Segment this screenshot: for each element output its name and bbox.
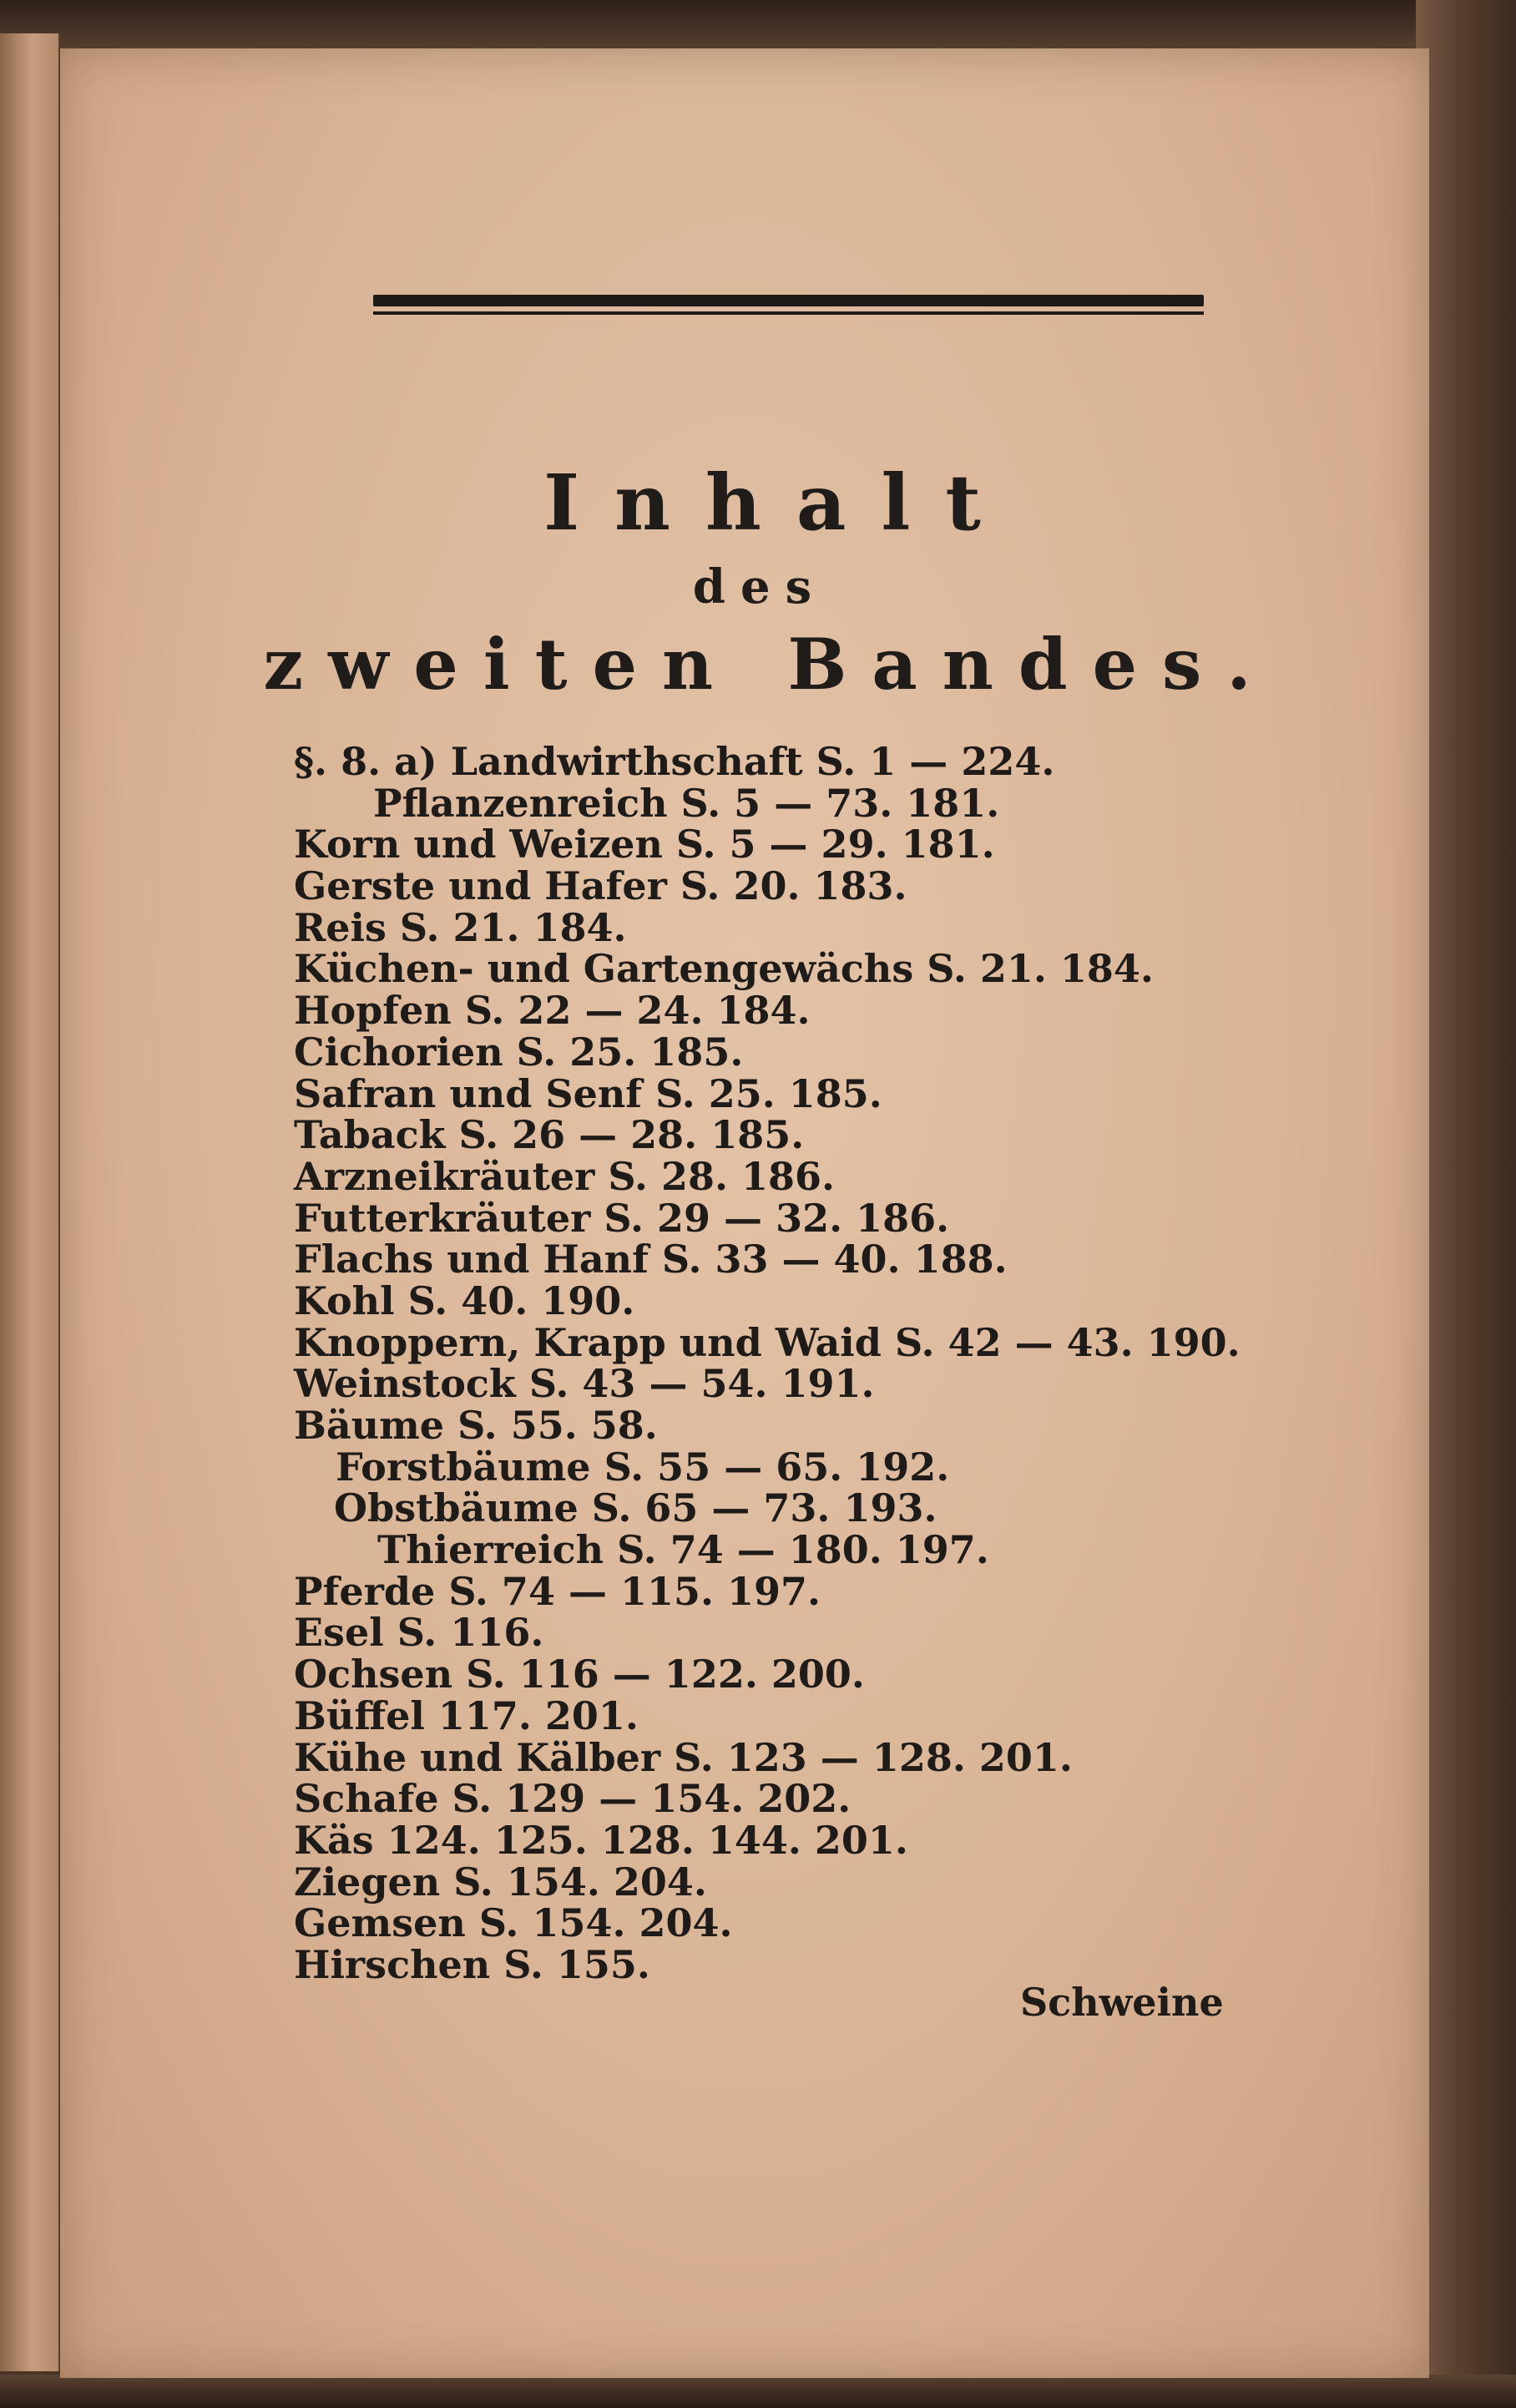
toc-entry: Arzneikräuter S. 28. 186. — [294, 1153, 836, 1199]
book-cover-right-edge — [1416, 0, 1516, 2408]
toc-entry: Taback S. 26 — 28. 185. — [294, 1112, 805, 1158]
toc-entry: Küchen- und Gartengewächs S. 21. 184. — [294, 946, 1154, 992]
toc-entry: Käs 124. 125. 128. 144. 201. — [294, 1817, 908, 1863]
toc-entry: Futterkräuter S. 29 — 32. 186. — [294, 1195, 950, 1241]
toc-entry: Cichorien S. 25. 185. — [294, 1029, 744, 1075]
toc-entry: Knoppern, Krapp und Waid S. 42 — 43. 190. — [294, 1319, 1241, 1365]
toc-entry: Ochsen S. 116 — 122. 200. — [294, 1652, 865, 1697]
book-cover-bottom-edge — [0, 2375, 1516, 2408]
table-of-contents — [294, 741, 1329, 1986]
toc-entry: Büffel 117. 201. — [294, 1692, 639, 1738]
toc-entry: Korn und Weizen S. 5 — 29. 181. — [294, 822, 995, 868]
toc-entry: Kohl S. 40. 190. — [294, 1277, 635, 1323]
toc-entry: Pferde S. 74 — 115. 197. — [294, 1568, 821, 1614]
previous-page-edge — [0, 33, 60, 2371]
toc-entry: Ziegen S. 154. 204. — [294, 1859, 707, 1905]
toc-entry: Obstbäume S. 65 — 73. 193. — [334, 1485, 937, 1531]
page-title: Inhalt — [543, 458, 1016, 548]
header-rule-thick — [373, 295, 1204, 306]
toc-entry: Gerste und Hafer S. 20. 183. — [294, 863, 907, 909]
toc-entry: Esel S. 116. — [294, 1610, 544, 1656]
toc-entry: Safran und Senf S. 25. 185. — [294, 1070, 882, 1116]
toc-entry: Thierreich S. 74 — 180. 197. — [377, 1527, 989, 1573]
page-subtitle-des: des — [692, 559, 827, 615]
toc-entry: §. 8. a) Landwirthschaft S. 1 — 224. — [294, 739, 1055, 784]
toc-entry: Flachs und Hanf S. 33 — 40. 188. — [294, 1237, 1008, 1282]
toc-entry: Hirschen S. 155. — [294, 1941, 650, 1987]
toc-entry: Reis S. 21. 184. — [294, 904, 627, 950]
header-rule-thin — [373, 311, 1204, 315]
toc-entry: Hopfen S. 22 — 24. 184. — [294, 988, 811, 1034]
catchword: Schweine — [1020, 1980, 1224, 2025]
toc-entry: Weinstock S. 43 — 54. 191. — [294, 1361, 875, 1407]
book-page — [60, 48, 1429, 2378]
page-subtitle-volume: zweiten Bandes. — [263, 623, 1276, 706]
toc-entry: Gemsen S. 154. 204. — [294, 1900, 733, 1946]
toc-entry: Forstbäume S. 55 — 65. 192. — [336, 1444, 950, 1490]
toc-entry: Schafe S. 129 — 154. 202. — [294, 1776, 851, 1822]
header-rule — [373, 295, 1204, 315]
toc-entry: Kühe und Kälber S. 123 — 128. 201. — [294, 1734, 1073, 1780]
toc-entry: Pflanzenreich S. 5 — 73. 181. — [373, 780, 1000, 826]
toc-entry: Bäume S. 55. 58. — [294, 1403, 658, 1448]
